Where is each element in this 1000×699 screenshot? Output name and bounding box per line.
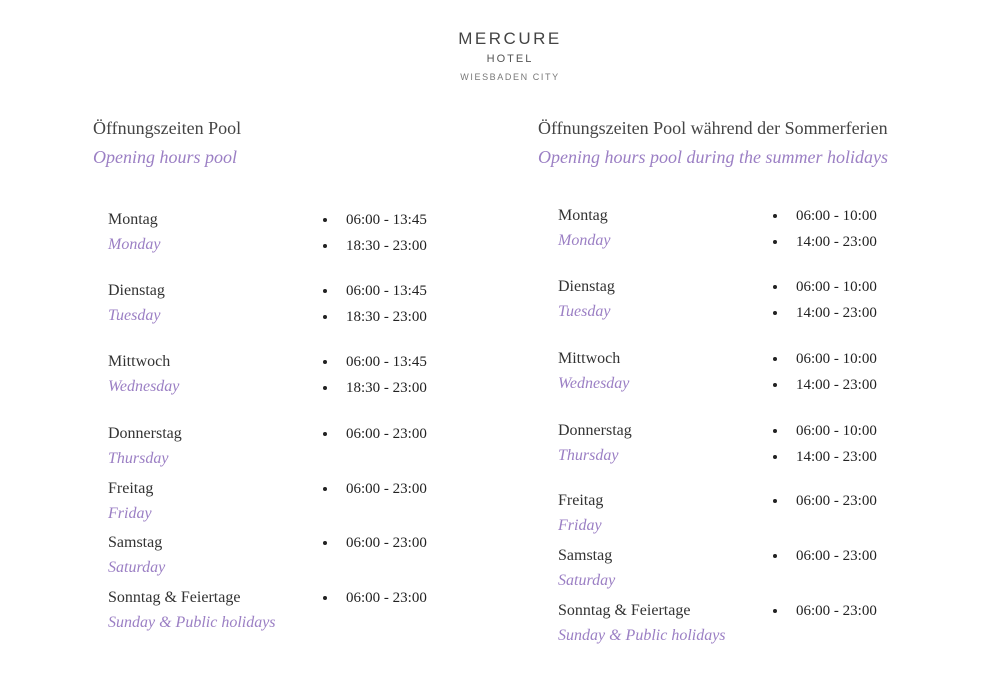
time-slot (323, 378, 427, 398)
bullet-icon (323, 541, 327, 545)
time-slot (323, 352, 427, 372)
time-range: 06:00 - 23:00 (346, 481, 427, 497)
time-range: 06:00 - 10:00 (796, 423, 877, 439)
day-label (108, 588, 276, 633)
time-range: 06:00 - 13:45 (346, 354, 427, 370)
day-name-de: Samstag (558, 547, 613, 564)
time-range: 06:00 - 13:45 (346, 283, 427, 299)
bullet-icon (773, 554, 777, 558)
time-slot (323, 307, 427, 327)
time-slot (773, 447, 877, 467)
day-name-en: Tuesday (558, 303, 611, 320)
time-list (323, 352, 427, 404)
time-range: 18:30 - 23:00 (346, 380, 427, 396)
time-list (773, 277, 877, 329)
section-regular-hours (93, 117, 513, 631)
time-range: 06:00 - 23:00 (796, 548, 877, 564)
bullet-icon (323, 596, 327, 600)
time-range: 06:00 - 23:00 (346, 426, 427, 442)
day-name-en: Saturday (108, 559, 166, 576)
time-range: 06:00 - 23:00 (346, 535, 427, 551)
bullet-icon (773, 285, 777, 289)
bullet-icon (323, 360, 327, 364)
day-name-de: Sonntag & Feiertage (108, 589, 241, 606)
time-slot (323, 533, 427, 553)
day-label (558, 421, 632, 466)
time-range: 14:00 - 23:00 (796, 449, 877, 465)
time-list (773, 349, 877, 401)
time-range: 06:00 - 23:00 (796, 603, 877, 619)
day-label (558, 349, 629, 394)
day-name-de: Montag (558, 207, 608, 224)
bullet-icon (773, 455, 777, 459)
day-name-en: Monday (108, 236, 161, 253)
day-name-de: Dienstag (108, 282, 165, 299)
day-name-de: Donnerstag (558, 422, 632, 439)
time-list (323, 281, 427, 333)
time-list (773, 421, 877, 473)
bullet-icon (773, 609, 777, 613)
time-range: 06:00 - 10:00 (796, 351, 877, 367)
day-name-en: Monday (558, 232, 611, 249)
time-range: 14:00 - 23:00 (796, 234, 877, 250)
time-range: 18:30 - 23:00 (346, 238, 427, 254)
day-label (108, 281, 165, 326)
brand-city: WIESBADEN CITY (460, 72, 560, 82)
time-slot (773, 277, 877, 297)
time-list (323, 533, 427, 559)
time-range: 06:00 - 10:00 (796, 279, 877, 295)
day-label (558, 491, 603, 536)
time-slot (773, 206, 877, 226)
section-title-en: Opening hours pool (93, 147, 237, 167)
day-label (558, 601, 726, 646)
time-slot (323, 281, 427, 301)
time-range: 14:00 - 23:00 (796, 377, 877, 393)
time-slot (323, 479, 427, 499)
bullet-icon (773, 383, 777, 387)
day-name-de: Montag (108, 211, 158, 228)
day-name-en: Thursday (108, 450, 169, 467)
day-name-de: Mittwoch (108, 353, 171, 370)
bullet-icon (323, 315, 327, 319)
time-slot (773, 421, 877, 441)
bullet-icon (773, 214, 777, 218)
day-name-en: Thursday (558, 447, 619, 464)
bullet-icon (323, 487, 327, 491)
day-label (558, 206, 610, 251)
time-slot (323, 236, 427, 256)
time-range: 06:00 - 10:00 (796, 208, 877, 224)
time-slot (773, 491, 877, 511)
day-name-de: Sonntag & Feiertage (558, 602, 691, 619)
bullet-icon (323, 432, 327, 436)
time-range: 06:00 - 13:45 (346, 212, 427, 228)
day-label (108, 424, 182, 469)
section-title-de: Öffnungszeiten Pool (93, 118, 242, 138)
bullet-icon (773, 357, 777, 361)
bullet-icon (773, 429, 777, 433)
day-label (108, 210, 160, 255)
time-slot (773, 349, 877, 369)
time-list (773, 601, 877, 627)
day-name-en: Tuesday (108, 307, 161, 324)
day-name-en: Friday (108, 505, 152, 522)
section-title-de: Öffnungszeiten Pool während der Sommerferien (538, 118, 888, 138)
time-slot (323, 210, 427, 230)
day-name-de: Freitag (558, 492, 604, 509)
time-slot (773, 303, 877, 323)
day-label (108, 479, 153, 524)
section-title-en: Opening hours pool during the summer holidays (538, 147, 888, 167)
time-slot (323, 588, 427, 608)
bullet-icon (323, 244, 327, 248)
brand-name: MERCURE (458, 29, 562, 48)
day-name-en: Sunday & Public holidays (108, 614, 276, 631)
time-range: 18:30 - 23:00 (346, 309, 427, 325)
day-label (108, 352, 179, 397)
bullet-icon (773, 311, 777, 315)
time-list (323, 210, 427, 262)
bullet-icon (323, 289, 327, 293)
time-range: 06:00 - 23:00 (346, 590, 427, 606)
time-slot (773, 546, 877, 566)
time-slot (773, 375, 877, 395)
day-label (558, 277, 615, 322)
time-list (323, 479, 427, 505)
time-slot (773, 232, 877, 252)
section-summer-hours (538, 117, 978, 644)
day-name-de: Samstag (108, 534, 163, 551)
day-name-de: Freitag (108, 480, 154, 497)
day-name-de: Donnerstag (108, 425, 182, 442)
time-list (773, 206, 877, 258)
brand-logo (0, 28, 1000, 83)
time-list (773, 546, 877, 572)
day-name-en: Friday (558, 517, 602, 534)
time-slot (323, 424, 427, 444)
day-name-en: Wednesday (558, 375, 630, 392)
day-name-de: Dienstag (558, 278, 615, 295)
time-range: 06:00 - 23:00 (796, 493, 877, 509)
time-range: 14:00 - 23:00 (796, 305, 877, 321)
time-list (773, 491, 877, 517)
bullet-icon (323, 386, 327, 390)
bullet-icon (323, 218, 327, 222)
day-label (558, 546, 615, 591)
time-slot (773, 601, 877, 621)
day-name-de: Mittwoch (558, 350, 621, 367)
brand-hotel: HOTEL (486, 53, 534, 65)
time-list (323, 588, 427, 614)
bullet-icon (773, 499, 777, 503)
bullet-icon (773, 240, 777, 244)
day-label (108, 533, 165, 578)
day-name-en: Wednesday (108, 378, 180, 395)
time-list (323, 424, 427, 450)
day-name-en: Saturday (558, 572, 616, 589)
day-name-en: Sunday & Public holidays (558, 627, 726, 644)
